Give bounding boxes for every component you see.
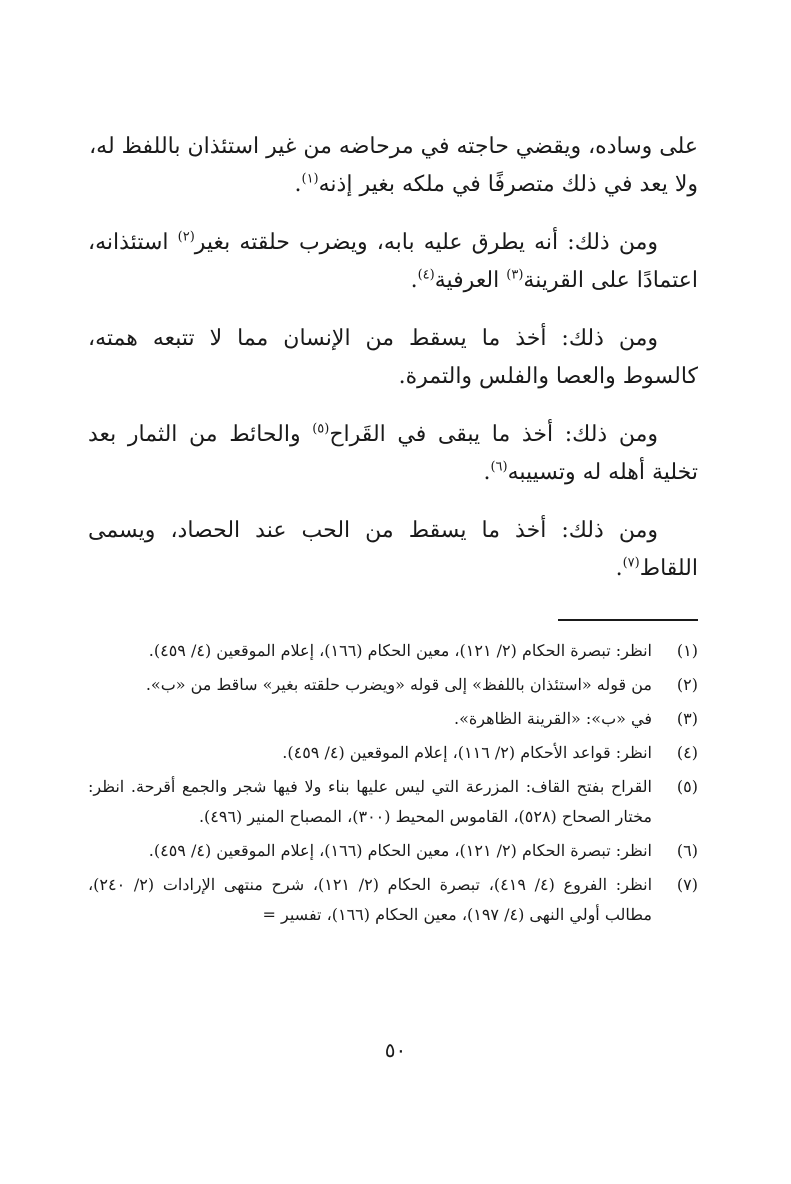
text-line: والحائط من الثمار بعد [88,422,301,447]
text-line: اللقاط [639,556,698,581]
footnote-text: انظر: تبصرة الحكام (٢/ ١٢١)، معين الحكام (١٦٦)، إعلام الموقعين (٤/ ٤٥٩). [148,641,652,660]
footnote-text: انظر: الفروع (٤/ ٤١٩)، تبصرة الحكام (٢/ ١٢١)، شرح منتهى الإرادات (٢/ ٢٤٠)، مطالب أولي النهى (٤/ ١٩٧)، معين الحكام (١٦٦)، تفسير = [88,875,653,924]
text-line: ولا يعد في ذلك متصرفًا في ملكه بغير إذنه [318,172,698,197]
text-line: ومن ذلك: أخذ ما يسقط من الإنسان مما لا تتبعه همته، كالسوط [88,326,698,389]
text-line: اعتمادًا على القرينة [523,268,698,293]
text-line: تخلية أهله له وتسييبه [507,460,698,485]
footnote-text: القراح بفتح القاف: المزرعة التي ليس عليها بناء ولا فيها شجر والجمع أقرحة. انظر: مختار الصحاح (٥٢٨)، القاموس المحيط (٣٠٠)، المصباح المنير (٤٩٦). [88,777,652,826]
footnote-ref[interactable]: (٥) [312,421,330,437]
footnote-text: انظر: قواعد الأحكام (٢/ ١١٦)، إعلام الموقعين (٤/ ٤٥٩). [282,743,652,762]
text-line: استئذانه، [88,230,169,255]
footnote-ref[interactable]: (٣) [506,267,524,283]
punctuation: . [294,172,302,197]
footnote-number: (٤) [676,743,698,762]
footnote-item [88,870,698,930]
text-line: ومن ذلك: أخذ ما يسقط من الحب عند الحصاد، ويسمى [88,518,658,543]
paragraph-4 [88,416,698,492]
footnote-ref[interactable]: (٤) [417,267,435,283]
footnote-ref[interactable]: (٢) [177,229,195,245]
text-line: على وساده، ويقضي حاجته في مرحاضه من غير استئذان باللفظ له، [89,134,698,159]
paragraph-2 [88,224,698,300]
footnote-number: (١) [676,641,698,660]
footnote-ref[interactable]: (١) [301,171,319,187]
footnotes [88,636,698,934]
paragraph-3 [88,320,698,396]
footnote-item [88,738,698,768]
paragraph-1 [88,128,698,204]
footnote-item [88,704,698,734]
footnote-ref[interactable]: (٧) [622,555,640,571]
footnote-number: (٦) [676,841,698,860]
punctuation: . [615,556,623,581]
footnote-separator [558,619,698,621]
footnote-text: انظر: تبصرة الحكام (٢/ ١٢١)، معين الحكام (١٦٦)، إعلام الموقعين (٤/ ٤٥٩). [148,841,652,860]
footnote-text: في «ب»: «القرينة الظاهرة». [453,709,652,728]
footnote-text: من قوله «استئذان باللفظ» إلى قوله «ويضرب حلقته بغير» ساقط من «ب». [145,675,652,694]
footnote-item [88,836,698,866]
text-line: ومن ذلك: أنه يطرق عليه بابه، ويضرب حلقته بغير [194,230,658,255]
footnote-number: (٥) [676,777,698,796]
footnote-item [88,772,698,832]
text-line: والعصا والفلس والتمرة. [398,364,616,389]
text-line: ومن ذلك: أخذ ما يبقى في القَراح [329,422,658,447]
footnote-item [88,636,698,666]
paragraph-5 [88,512,698,588]
main-text [88,128,698,608]
footnote-item [88,670,698,700]
punctuation: . [483,460,491,485]
footnote-number: (٣) [676,709,698,728]
text-line: العرفية [434,268,500,293]
footnote-number: (٢) [676,675,698,694]
punctuation: . [410,268,418,293]
footnote-ref[interactable]: (٦) [490,459,508,475]
page-number: ٥٠ [384,1038,407,1062]
footnote-number: (٧) [676,875,698,894]
